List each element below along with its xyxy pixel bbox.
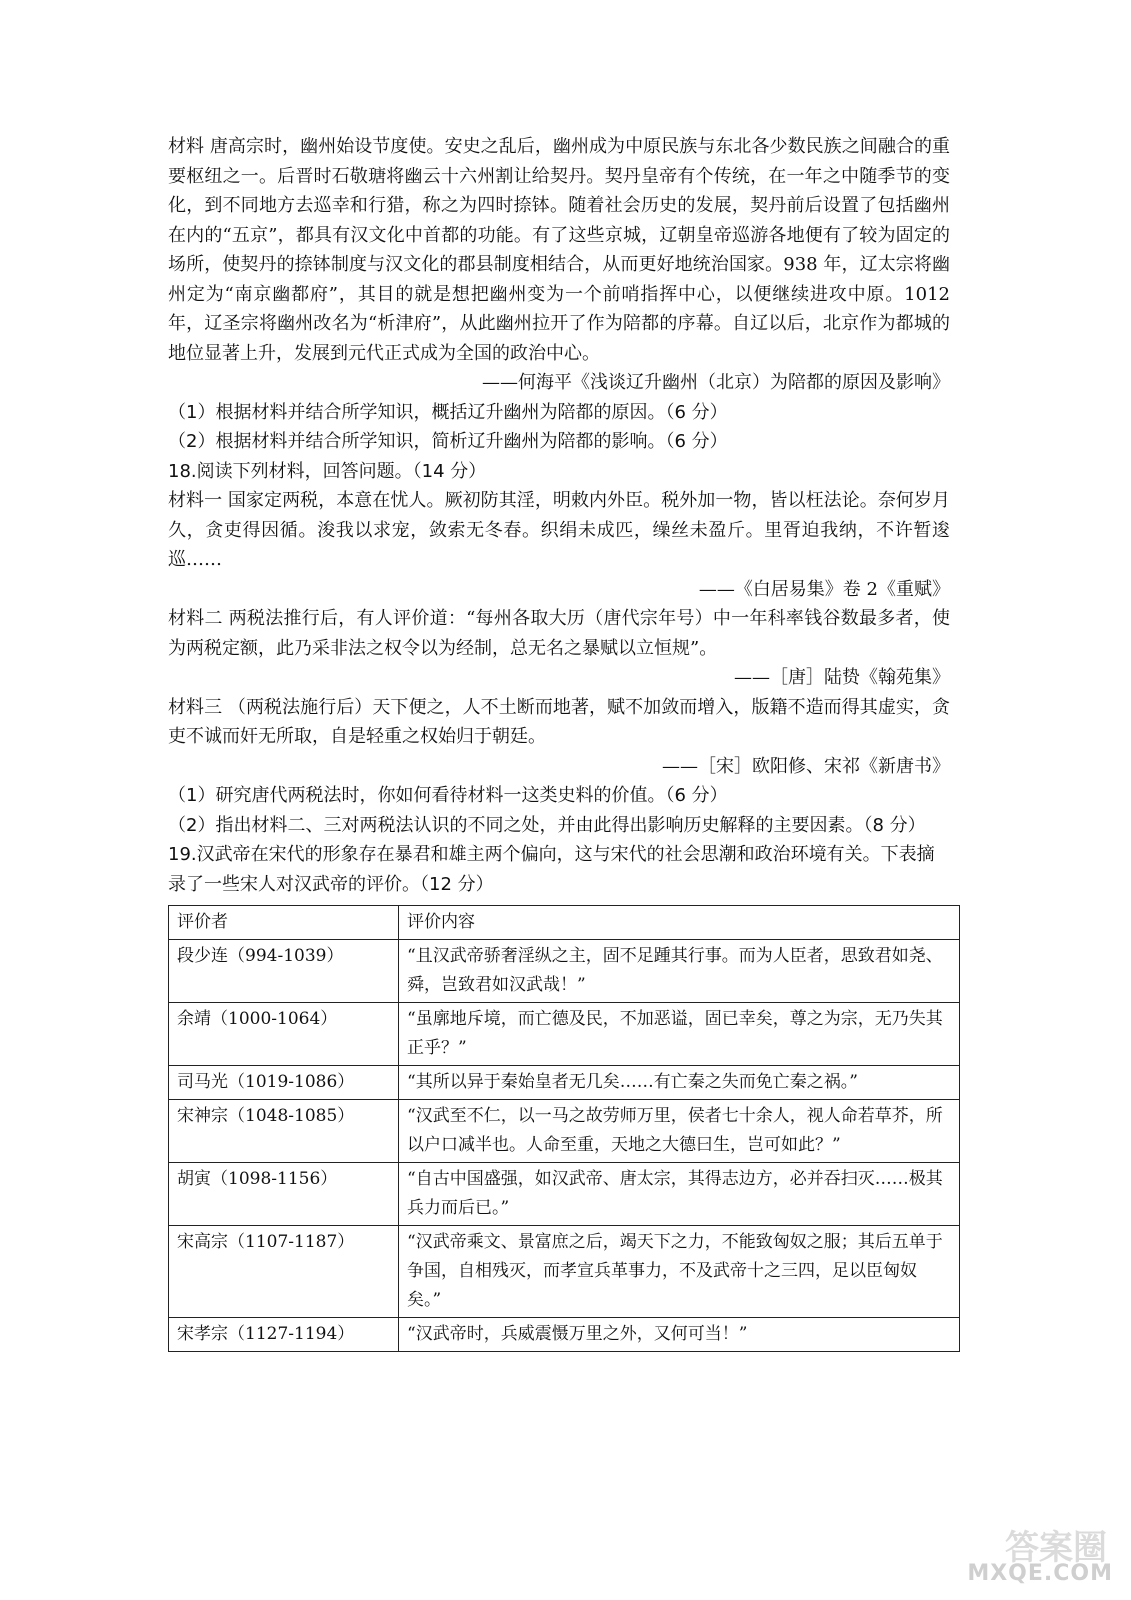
q18-material-2-source: ——［唐］陆贽《翰苑集》 <box>734 667 950 688</box>
q18-sub2: （2）指出材料二、三对两税法认识的不同之处，并由此得出影响历史解释的主要因素。（8 分） <box>168 814 926 836</box>
evaluator-cell: 胡寅（1098-1156） <box>169 1163 399 1226</box>
table-row <box>169 940 960 1003</box>
watermark-site: MXQE.COM <box>967 1561 1113 1586</box>
evaluator-cell: 段少连（994-1039） <box>169 940 399 1003</box>
q18-material-3-source: ——［宋］欧阳修、宋祁《新唐书》 <box>662 755 950 777</box>
table-row <box>169 1100 960 1163</box>
q17-sub1: （1）根据材料并结合所学知识，概括辽升幽州为陪都的原因。（6 分） <box>168 401 728 423</box>
table-row <box>169 1226 960 1318</box>
table-row <box>169 1163 960 1226</box>
q18-material-3: 材料三 （两税法施行后）天下便之，人不土断而地著，赋不加敛而增入，版籍不造而得其虚实，贪吏不诚而奸无所取，自是轻重之权始归于朝廷。 <box>168 696 950 747</box>
content-cell: “其所以异于秦始皇者无几矣……有亡秦之失而免亡秦之祸。” <box>399 1066 960 1100</box>
q18-heading: 18.阅读下列材料，回答问题。（14 分） <box>168 460 487 482</box>
evaluator-cell: 余靖（1000-1064） <box>169 1003 399 1066</box>
content-cell: “自古中国盛强，如汉武帝、唐太宗，其得志边方，必并吞扫灭……极其兵力而后已。” <box>399 1163 960 1226</box>
q19-heading: 19.汉武帝在宋代的形象存在暴君和雄主两个偏向，这与宋代的社会思潮和政治环境有关。下表摘录了一些宋人对汉武帝的评价。（12 分） <box>168 844 935 895</box>
q18-material-2: 材料二 两税法推行后，有人评价道：“每州各取大历（唐代宗年号）中一年科率钱谷数最多者，使为两税定额，此乃采非法之权令以为经制，总无名之暴赋以立恒规”。 <box>168 608 950 659</box>
header-evaluator: 评价者 <box>169 906 399 940</box>
header-content: 评价内容 <box>399 906 960 940</box>
watermark-logo: 答案圈 <box>1005 1528 1107 1568</box>
site-watermark <box>963 1526 1113 1586</box>
exam-page <box>168 132 950 1352</box>
content-cell: “且汉武帝骄奢淫纵之主，固不足踵其行事。而为人臣者，思致君如尧、舜，岂致君如汉武哉！” <box>399 940 960 1003</box>
material-text: 材料 唐高宗时，幽州始设节度使。安史之乱后，幽州成为中原民族与东北各少数民族之间融合的重要枢纽之一。后晋时石敬瑭将幽云十六州割让给契丹。契丹皇帝有个传统，在一年之中随季节的变化，到不同地方去巡幸和行猎，称之为四时捺钵。随着社会历史的发展，契丹前后设置了包括幽州在内的“五京”，都具有汉文化中首都的功能。有了这些京城，辽朝皇帝巡游各地便有了较为固定的场所，使契丹的捺钵制度与汉文化的郡县制度相结合，从而更好地统治国家。938 年，辽太宗将幽州定为“南京幽都府”，其目的就是想把幽州变为一个前哨指挥中心，以便继续进攻中原。1012 年，辽圣宗将幽州改名为“析津府”，从此幽州拉开了作为陪都的序幕。自辽以后，北京作为都城的地位显著上升，发展到元代正式成为全国的政治中心。 <box>168 136 950 364</box>
evaluator-cell: 司马光（1019-1086） <box>169 1066 399 1100</box>
content-cell: “汉武至不仁，以一马之故劳师万里，侯者七十余人，视人命若草芥，所以户口减半也。人命至重，天地之大德曰生，岂可如此？” <box>399 1100 960 1163</box>
table-row <box>169 1066 960 1100</box>
q18-material-1-source: ——《白居易集》卷 2《重赋》 <box>698 578 950 600</box>
evaluator-cell: 宋孝宗（1127-1194） <box>169 1318 399 1352</box>
q18-material-1: 材料一 国家定两税，本意在忧人。厥初防其淫，明敕内外臣。税外加一物，皆以枉法论。奈何岁月久，贪吏得因循。浚我以求宠，敛索无冬春。织绢未成匹，缲丝未盈斤。里胥迫我纳，不许暂逡巡…… <box>168 490 950 570</box>
content-cell: “汉武帝时，兵威震慑万里之外，又何可当！” <box>399 1318 960 1352</box>
q17-sub2: （2）根据材料并结合所学知识，简析辽升幽州为陪都的影响。（6 分） <box>168 431 728 452</box>
content-cell: “虽廓地斥境，而亡德及民，不加恶谥，固已幸矣，尊之为宗，无乃失其正乎？” <box>399 1003 960 1066</box>
evaluator-cell: 宋神宗（1048-1085） <box>169 1100 399 1163</box>
material-source: ——何海平《浅谈辽升幽州（北京）为陪都的原因及影响》 <box>482 372 950 393</box>
table-row <box>169 1003 960 1066</box>
q18-sub1: （1）研究唐代两税法时，你如何看待材料一这类史料的价值。（6 分） <box>168 785 728 806</box>
table-header-row <box>169 906 960 940</box>
content-cell: “汉武帝乘文、景富庶之后，竭天下之力，不能致匈奴之服；其后五单于争国，自相残灭，而孝宣兵革事力，不及武帝十之三四，足以臣匈奴矣。” <box>399 1226 960 1318</box>
evaluation-table <box>168 905 960 1352</box>
table-row <box>169 1318 960 1352</box>
evaluator-cell: 宋高宗（1107-1187） <box>169 1226 399 1318</box>
